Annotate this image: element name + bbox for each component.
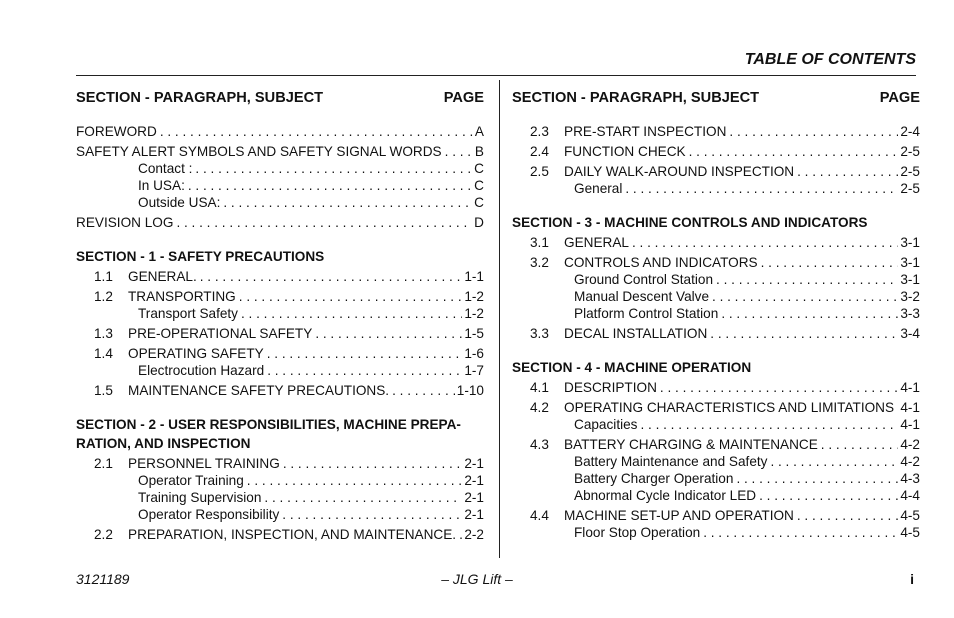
toc-entry-page: C <box>474 195 484 210</box>
toc-entry <box>76 489 484 506</box>
toc-entry-page: A <box>474 124 484 139</box>
toc-entry <box>76 288 484 305</box>
toc-entry-page: 2-5 <box>900 144 920 159</box>
toc-entry-page: 4-1 <box>900 380 920 395</box>
toc-entry <box>76 506 484 523</box>
toc-entry-number: 1.3 <box>94 326 113 341</box>
toc-entry-title: In USA: <box>138 178 185 193</box>
toc-entry <box>76 123 484 140</box>
toc-leader-dots <box>185 177 472 194</box>
toc-entry-title: PRE-START INSPECTION <box>564 124 727 139</box>
toc-left-column <box>76 90 484 543</box>
toc-entry-page: 2-1 <box>464 490 484 505</box>
toc-leader-dots <box>700 524 898 541</box>
toc-entry-title: MAINTENANCE SAFETY PRECAUTIONS. <box>128 383 390 398</box>
toc-entry-title: OPERATING SAFETY <box>128 346 264 361</box>
toc-entry-number: 1.4 <box>94 346 113 361</box>
toc-leader-dots <box>157 123 473 140</box>
toc-entry-number: 4.1 <box>530 380 549 395</box>
toc-entry-number: 2.4 <box>530 144 549 159</box>
toc-entry-page: 2-2 <box>464 527 484 542</box>
toc-leader-dots <box>718 305 898 322</box>
page-title: TABLE OF CONTENTS <box>744 51 916 68</box>
toc-entry <box>76 177 484 194</box>
toc-entry <box>512 143 920 160</box>
toc-entry <box>76 455 484 472</box>
toc-entry-title: OPERATING CHARACTERISTICS AND LIMITATIONS <box>564 400 895 415</box>
toc-entry-number: 1.1 <box>94 269 113 284</box>
toc-entry <box>512 325 920 342</box>
toc-section <box>76 415 484 543</box>
toc-entry-page: 3-1 <box>900 235 920 250</box>
toc-leader-dots <box>657 379 898 396</box>
toc-leader-dots <box>192 160 472 177</box>
toc-leader-dots <box>264 362 462 379</box>
toc-entry-page: 3-3 <box>900 306 920 321</box>
toc-leader-dots <box>767 453 898 470</box>
toc-entry-number: 4.3 <box>530 437 549 452</box>
toc-entry-page: 4-5 <box>900 525 920 540</box>
toc-leader-dots <box>709 288 898 305</box>
toc-leader-dots <box>220 194 472 211</box>
toc-entry-title: DAILY WALK-AROUND INSPECTION <box>564 164 795 179</box>
toc-entry-page: 4-1 <box>900 400 920 415</box>
toc-entry <box>76 194 484 211</box>
toc-entry-title: Transport Safety <box>138 306 238 321</box>
toc-entry-title: Ground Control Station <box>574 272 714 287</box>
toc-entry-page: 1-2 <box>464 289 484 304</box>
toc-entry-page: 3-2 <box>900 289 920 304</box>
toc-leader-dots <box>236 288 463 305</box>
toc-entry-title: DECAL INSTALLATION <box>564 326 708 341</box>
toc-entry-number: 3.3 <box>530 326 549 341</box>
toc-entry-page: 4-4 <box>900 488 920 503</box>
column-heading-subject: SECTION - PARAGRAPH, SUBJECT <box>76 90 324 106</box>
toc-leader-dots <box>261 489 462 506</box>
toc-entry-number: 2.2 <box>94 527 113 542</box>
toc-entry <box>76 362 484 379</box>
toc-entry-number: 3.2 <box>530 255 549 270</box>
toc-right-column <box>512 90 920 541</box>
toc-leader-dots <box>733 470 898 487</box>
toc-entry-page: 2-1 <box>464 456 484 471</box>
toc-entry-title: Training Supervision <box>138 490 262 505</box>
toc-entry-title: Platform Control Station <box>574 306 719 321</box>
toc-entry <box>512 524 920 541</box>
toc-entry-number: 2.1 <box>94 456 113 471</box>
toc-entry-page: 4-2 <box>900 454 920 469</box>
toc-entry-title: Operator Training <box>138 473 244 488</box>
toc-section <box>512 213 920 342</box>
toc-entry <box>512 399 920 416</box>
section-heading: SECTION - 1 - SAFETY PRECAUTIONS <box>76 249 325 264</box>
toc-entry-number: 1.2 <box>94 289 113 304</box>
toc-entry-page: 4-3 <box>900 471 920 486</box>
toc-entry-number: 2.5 <box>530 164 549 179</box>
toc-entry-page: 2-1 <box>464 507 484 522</box>
toc-entry <box>512 163 920 180</box>
toc-leader-dots <box>264 345 463 362</box>
toc-entry-title: Electrocution Hazard <box>138 363 265 378</box>
toc-entry <box>512 507 920 524</box>
document-number: 3121189 <box>76 571 130 587</box>
toc-entry-page: 1-5 <box>464 326 484 341</box>
toc-entry <box>76 143 484 160</box>
column-heading <box>76 90 484 110</box>
toc-entry-number: 3.1 <box>530 235 549 250</box>
toc-entry-title: FUNCTION CHECK <box>564 144 686 159</box>
toc-entry-page: 4-1 <box>900 417 920 432</box>
toc-entry <box>512 487 920 504</box>
toc-leader-dots <box>244 472 463 489</box>
toc-entry-title: REVISION LOG <box>76 215 174 230</box>
toc-entry-page: B <box>474 144 484 159</box>
column-heading-subject: SECTION - PARAGRAPH, SUBJECT <box>512 90 760 106</box>
toc-entry-page: 2-5 <box>900 181 920 196</box>
toc-entry <box>512 379 920 396</box>
toc-entry-title: General <box>574 181 623 196</box>
column-heading <box>512 90 920 110</box>
toc-entry <box>512 271 920 288</box>
toc-leader-dots <box>686 143 899 160</box>
toc-entry <box>76 472 484 489</box>
toc-entry-title: PERSONNEL TRAINING <box>128 456 280 471</box>
toc-leader-dots <box>622 180 898 197</box>
toc-entry <box>76 305 484 322</box>
section-heading: SECTION - 3 - MACHINE CONTROLS AND INDICATORS <box>512 215 868 230</box>
toc-entry-title: Floor Stop Operation <box>574 525 701 540</box>
toc-entry-page: 1-10 <box>456 383 484 398</box>
toc-leader-dots <box>794 163 898 180</box>
toc-leader-dots <box>279 506 462 523</box>
toc-entry-page: 4-5 <box>900 508 920 523</box>
toc-leader-dots <box>818 436 899 453</box>
toc-entry <box>76 382 484 399</box>
toc-section <box>512 123 920 197</box>
toc-leader-dots <box>312 325 462 342</box>
toc-entry-title: Outside USA: <box>138 195 221 210</box>
toc-entry <box>512 123 920 140</box>
toc-entry <box>512 254 920 271</box>
toc-entry-page: 2-1 <box>464 473 484 488</box>
toc-entry-title: PREPARATION, INSPECTION, AND MAINTENANCE. <box>128 527 457 542</box>
toc-leader-dots <box>794 507 898 524</box>
toc-leader-dots <box>389 382 455 399</box>
toc-entry-title: Capacities <box>574 417 638 432</box>
section-heading: SECTION - 4 - MACHINE OPERATION <box>512 360 752 375</box>
toc-entry-page: 3-1 <box>900 255 920 270</box>
toc-leader-dots <box>713 271 898 288</box>
toc-section <box>76 123 484 231</box>
toc-entry <box>76 268 484 285</box>
toc-entry <box>512 234 920 251</box>
toc-entry <box>512 288 920 305</box>
section-heading: SECTION - 2 - USER RESPONSIBILITIES, MACHINE PREPA-RATION, AND INSPECTION <box>76 417 461 451</box>
toc-entry <box>512 305 920 322</box>
toc-leader-dots <box>756 487 898 504</box>
toc-leader-dots <box>197 268 463 285</box>
toc-entry <box>76 325 484 342</box>
column-divider <box>499 80 500 558</box>
toc-entry <box>76 526 484 543</box>
toc-leader-dots <box>707 325 898 342</box>
toc-entry-page: 1-1 <box>464 269 484 284</box>
toc-entry <box>512 470 920 487</box>
toc-entry-page: 2-4 <box>900 124 920 139</box>
toc-entry-title: SAFETY ALERT SYMBOLS AND SAFETY SIGNAL WORDS <box>76 144 442 159</box>
toc-entry-number: 2.3 <box>530 124 549 139</box>
toc-entry-title: Operator Responsibility <box>138 507 280 522</box>
column-heading-page: PAGE <box>879 90 920 106</box>
toc-leader-dots <box>758 254 899 271</box>
toc-entry-page: 3-4 <box>900 326 920 341</box>
header-rule <box>76 75 916 76</box>
toc-entry <box>512 453 920 470</box>
toc-entry <box>76 160 484 177</box>
toc-leader-dots <box>280 455 463 472</box>
toc-entry <box>512 436 920 453</box>
toc-leader-dots <box>442 143 473 160</box>
toc-leader-dots <box>629 234 898 251</box>
page-number: i <box>910 571 914 587</box>
toc-entry-title: Abnormal Cycle Indicator LED <box>574 488 757 503</box>
toc-entry-number: 4.2 <box>530 400 549 415</box>
toc-entry-number: 4.4 <box>530 508 549 523</box>
footer-publisher: – JLG Lift – <box>441 571 513 587</box>
toc-leader-dots <box>637 416 898 433</box>
toc-entry-title: Contact : <box>138 161 193 176</box>
toc-entry-title: TRANSPORTING <box>128 289 236 304</box>
toc-leader-dots <box>726 123 898 140</box>
toc-entry-page: 2-5 <box>900 164 920 179</box>
toc-entry <box>512 180 920 197</box>
toc-section <box>76 247 484 399</box>
toc-entry-title: MACHINE SET-UP AND OPERATION <box>564 508 794 523</box>
toc-entry-page: C <box>474 161 484 176</box>
toc-entry <box>512 416 920 433</box>
toc-entry-page: C <box>474 178 484 193</box>
toc-entry-title: BATTERY CHARGING & MAINTENANCE <box>564 437 818 452</box>
toc-entry <box>76 214 484 231</box>
toc-entry-title: GENERAL <box>564 235 629 250</box>
toc-entry-title: Manual Descent Valve <box>574 289 710 304</box>
column-heading-page: PAGE <box>443 90 484 106</box>
toc-entry-title: Battery Charger Operation <box>574 471 734 486</box>
toc-entry-title: Battery Maintenance and Safety <box>574 454 768 469</box>
toc-entry-page: D <box>474 215 484 230</box>
toc-leader-dots <box>173 214 472 231</box>
toc-entry-page: 1-2 <box>464 306 484 321</box>
toc-entry-title: FOREWORD <box>76 124 157 139</box>
toc-section <box>512 358 920 541</box>
toc-entry-page: 4-2 <box>900 437 920 452</box>
toc-entry-title: CONTROLS AND INDICATORS <box>564 255 758 270</box>
toc-entry-page: 3-1 <box>900 272 920 287</box>
toc-entry-title: DESCRIPTION <box>564 380 657 395</box>
toc-entry-page: 1-7 <box>464 363 484 378</box>
toc-entry <box>76 345 484 362</box>
toc-entry-title: GENERAL. <box>128 269 197 284</box>
toc-entry-number: 1.5 <box>94 383 113 398</box>
toc-entry-page: 1-6 <box>464 346 484 361</box>
toc-leader-dots <box>238 305 462 322</box>
toc-entry-title: PRE-OPERATIONAL SAFETY <box>128 326 313 341</box>
